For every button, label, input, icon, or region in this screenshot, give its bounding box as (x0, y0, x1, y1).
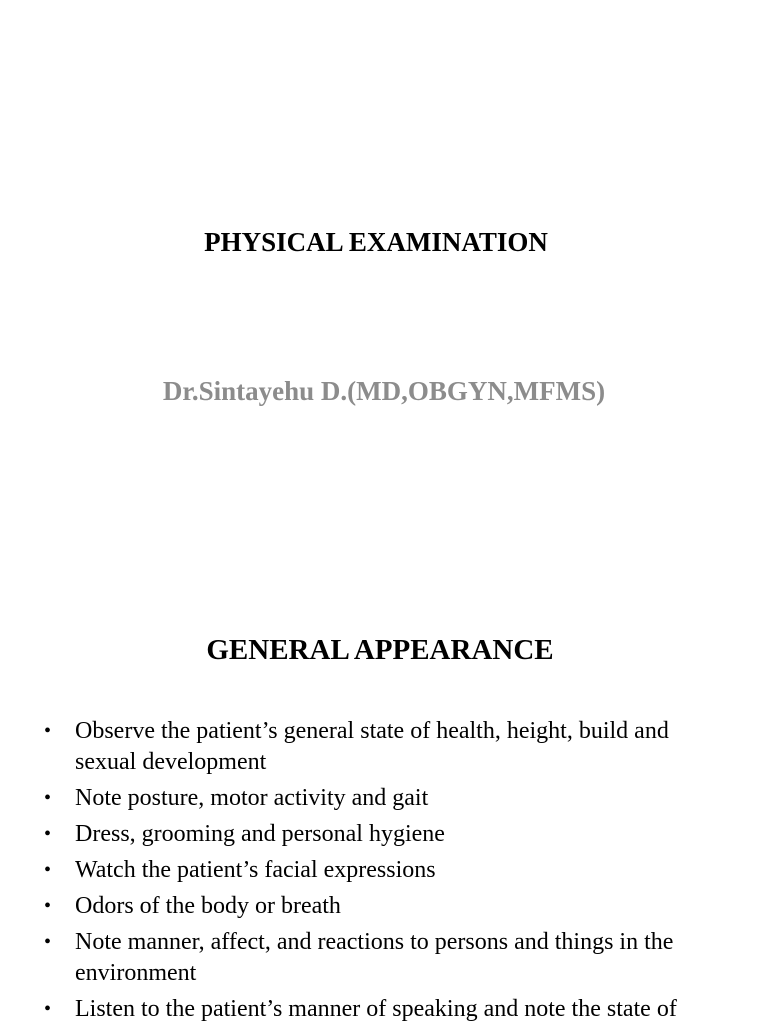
bullet-icon: • (44, 859, 52, 881)
bullet-item (40, 927, 730, 989)
bullet-text: Note manner, affect, and reactions to persons and things in the environment (75, 929, 674, 986)
bullet-icon: • (44, 787, 52, 809)
bullet-icon: • (44, 720, 52, 742)
bullet-item (40, 716, 730, 778)
bullet-item (40, 819, 730, 850)
bullet-text: Note posture, motor activity and gait (75, 785, 429, 811)
bullet-text: Dress, grooming and personal hygiene (75, 821, 445, 847)
presenter-name: Dr.Sintayehu D.(MD,OBGYN,MFMS) (162, 376, 606, 406)
bullet-icon: • (44, 823, 52, 845)
bullet-list (40, 716, 730, 1024)
general-appearance-slide (0, 576, 768, 1024)
bullet-icon: • (44, 895, 52, 917)
bullet-text: Observe the patient’s general state of health, height, build and sexual development (75, 718, 669, 775)
bullet-icon: • (44, 998, 52, 1020)
bullet-item (40, 855, 730, 886)
presentation-title: PHYSICAL EXAMINATION (204, 227, 548, 257)
bullet-text: Watch the patient’s facial expressions (75, 857, 436, 883)
bullet-item (40, 783, 730, 814)
slide-title: GENERAL APPEARANCE (206, 634, 554, 666)
bullet-text: Odors of the body or breath (75, 893, 341, 919)
bullet-icon: • (44, 931, 52, 953)
bullet-item (40, 891, 730, 922)
bullet-text: Listen to the patient’s manner of speaking and note the state of (75, 996, 677, 1022)
bullet-item (40, 994, 730, 1024)
